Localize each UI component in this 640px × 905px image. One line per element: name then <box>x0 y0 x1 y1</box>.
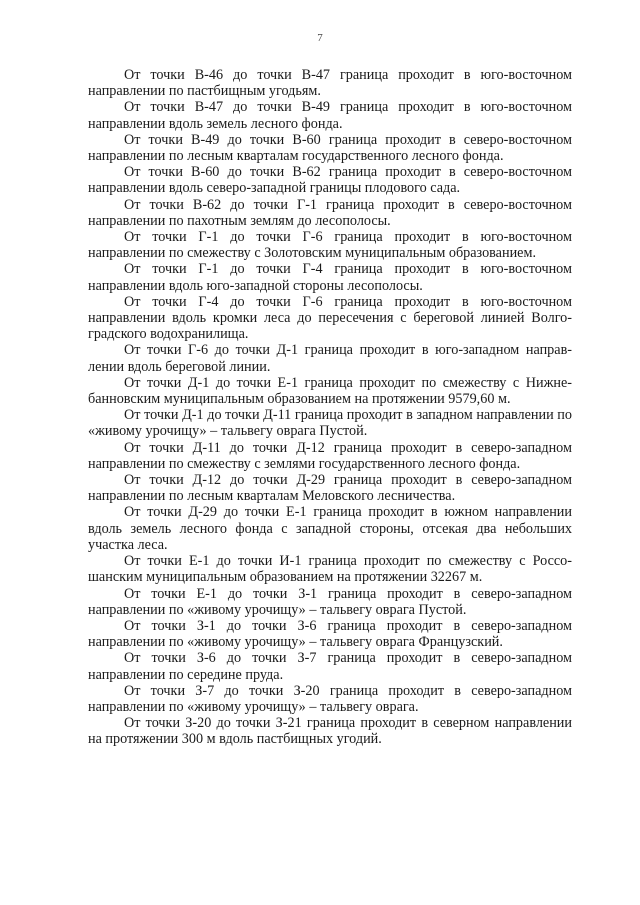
boundary-paragraph-18: От точки З-6 до точки З-7 граница проходит в северо-западном направлении по середине пруда. <box>88 650 572 683</box>
boundary-paragraph-12: От точки Д-11 до точки Д-12 граница проходит в северо-западном направлении по смежеству с землями государственного лесного фонда. <box>88 439 572 472</box>
boundary-paragraph-8: От точки Г-4 до точки Г-6 граница проходит в юго-восточном направлении вдоль кромки леса до пересечения с береговой линией Волгоградского водохранилища. <box>88 293 572 343</box>
boundary-paragraph-6: От точки Г-1 до точки Г-6 граница проходит в юго-восточном направлении по смежеству с Золотовским муниципальным образованием. <box>88 229 572 262</box>
boundary-paragraph-9: От точки Г-6 до точки Д-1 граница проходит в юго-западном направлении вдоль береговой линии. <box>88 342 572 375</box>
boundary-paragraph-3: От точки В-49 до точки В-60 граница проходит в северо-восточном направлении по лесным кварталам государственного лесного фонда. <box>88 131 572 165</box>
boundary-paragraph-13: От точки Д-12 до точки Д-29 граница проходит в северо-западном направлении по лесным кварталам Меловского лесничества. <box>88 472 572 505</box>
page-number: 7 <box>317 32 323 44</box>
boundary-paragraph-14: От точки Д-29 до точки Е-1 граница проходит в южном направлении вдоль земель лесного фонда с западной стороны, отсекая два небольших участка леса. <box>88 504 572 553</box>
boundary-paragraph-10: От точки Д-1 до точки Е-1 граница проходит по смежеству с Нижнебанновским муниципальным образованием на протяжении 9579,60 м. <box>88 374 572 408</box>
boundary-paragraph-16: От точки Е-1 до точки З-1 граница проходит в северо-западном направлении по «живому урочищу» – тальвегу оврага Пустой. <box>88 585 572 618</box>
boundary-paragraph-17: От точки З-1 до точки З-6 граница проходит в северо-западном направлении по «живому урочищу» – тальвегу оврага Французский. <box>88 617 572 651</box>
boundary-paragraph-7: От точки Г-1 до точки Г-4 граница проходит в юго-восточном направлении вдоль юго-западной стороны лесополосы. <box>88 261 572 294</box>
boundary-paragraph-1: От точки В-46 до точки В-47 граница проходит в юго-восточном направлении по пастбищным угодьям. <box>88 67 572 100</box>
boundary-paragraph-2: От точки В-47 до точки В-49 граница проходит в юго-восточном направлении вдоль земель лесного фонда. <box>88 99 572 132</box>
boundary-paragraph-19: От точки З-7 до точки З-20 граница проходит в северо-западном направлении по «живому урочищу» – тальвегу оврага. <box>88 682 572 715</box>
boundary-paragraph-20: От точки З-20 до точки З-21 граница проходит в северном направлении на протяжении 300 м вдоль пастбищных угодий. <box>88 715 572 748</box>
boundary-paragraph-4: От точки В-60 до точки В-62 граница проходит в северо-восточном направлении вдоль северо-западной границы плодового сада. <box>88 164 572 197</box>
boundary-paragraph-5: От точки В-62 до точки Г-1 граница проходит в северо-восточном направлении по пахотным землям до лесополосы. <box>88 196 572 229</box>
document-body <box>88 67 572 748</box>
boundary-paragraph-11: От точки Д-1 до точки Д-11 граница проходит в западном направлении по «живому урочищу» – тальвегу оврага Пустой. <box>88 407 572 440</box>
boundary-paragraph-15: От точки Е-1 до точки И-1 граница проходит по смежеству с Россошанским муниципальным образованием на протяжении 32267 м. <box>88 553 572 586</box>
